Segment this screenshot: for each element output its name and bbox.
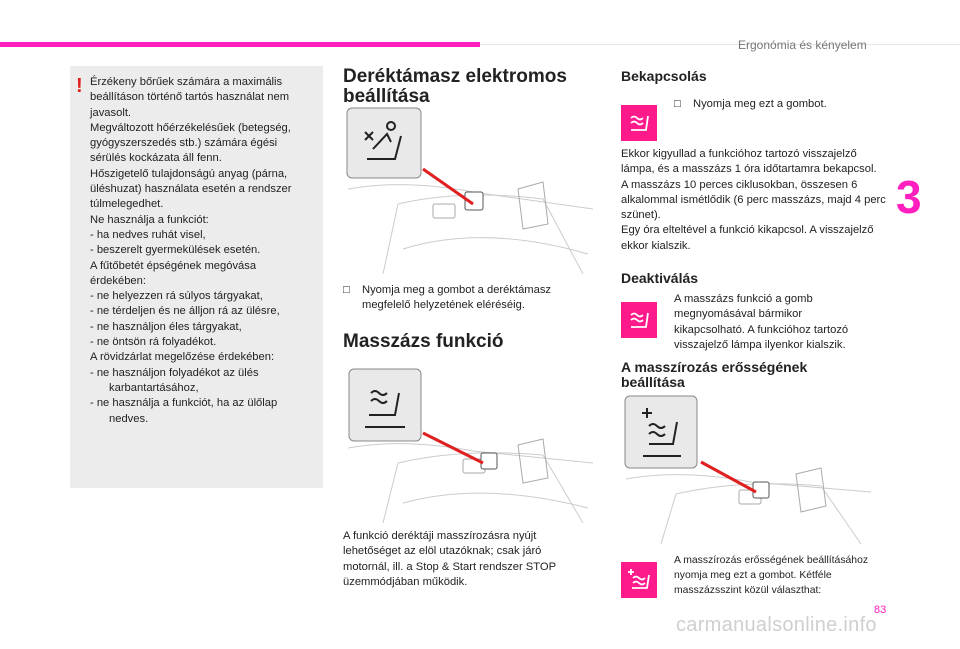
activation-title: Bekapcsolás <box>621 68 707 84</box>
warning-line: - ne használja a funkciót, ha az ülőlap nedves. <box>90 397 278 425</box>
deactivation-title: Deaktiválás <box>621 270 699 286</box>
arrow-bullet-icon: □ <box>674 98 681 110</box>
lumbar-instruction: □ Nyomja meg a gombot a deréktámasz megfelelő helyzetének eléréséig. <box>343 284 552 312</box>
intensity-title: A masszírozás erősségének beállítása <box>621 359 808 390</box>
warning-line: Ne használja a funkciót: <box>90 213 209 226</box>
chapter-title: Ergonómia és kényelem <box>738 38 867 52</box>
arrow-bullet-icon: □ <box>343 284 350 296</box>
warning-line: A fűtőbetét épségének megóvása érdekében: <box>90 259 257 287</box>
massage-button-icon <box>621 302 657 338</box>
warning-line: - ne térdeljen és ne álljon rá az ülésre, <box>90 305 280 318</box>
intensity-button-icon <box>621 562 657 598</box>
warning-line: - ne használjon folyadékot az ülés karbantartásához, <box>90 366 259 394</box>
warning-line: - ne öntsön rá folyadékot. <box>90 336 217 349</box>
warning-line: Érzékeny bőrűek számára a maximális beállításon történő tartós használat nem javasolt. <box>90 76 290 119</box>
massage-button-icon <box>621 105 657 141</box>
lumbar-title: Deréktámasz elektromos beállítása <box>343 66 567 107</box>
warning-text <box>90 75 315 427</box>
warning-line: - ne használjon éles tárgyakat, <box>90 320 242 333</box>
header-accent-bar <box>0 42 480 47</box>
activation-instruction: □ Nyomja meg ezt a gombot. <box>674 97 893 112</box>
activation-description: Ekkor kigyullad a funkcióhoz tartozó visszajelző lámpa, és a masszázs 1 óra időtartamra bekapcsol. A masszázs 10 perces ciklusokban, összesen 6 alkalommal ismétlődik (6 perc masszázs, majd 4 perc szünet). Egy óra elteltével a funkció kikapcsol. A visszajelző ekkor kialszik. <box>621 148 886 252</box>
massage-title: Masszázs funkció <box>343 331 504 352</box>
deactivation-text: A masszázs funkció a gomb megnyomásával bármikor kikapcsolható. A funkcióhoz tartozó visszajelző lámpa ilyenkor kialszik. <box>674 293 849 351</box>
chapter-number: 3 <box>896 171 922 223</box>
warning-icon: ! <box>76 75 83 97</box>
intensity-seat-illustration <box>621 394 879 544</box>
warning-line: - ha nedves ruhát visel, <box>90 228 206 241</box>
massage-description: A funkció deréktáji masszírozásra nyújt lehetőséget az elöl utazóknak; csak járó motornál, ill. a Stop & Start rendszer STOP üzemmódjában működik. <box>343 530 556 588</box>
header-rule <box>480 44 960 45</box>
warning-line: Megváltozott hőérzékelésűek (betegség, gyógyszerszedés stb.) számára égési sérülés kockázata áll fenn. <box>90 121 291 165</box>
intensity-text: A masszírozás erősségének beállításához nyomja meg ezt a gombot. Kétféle masszázsszint közül választhat: <box>674 555 869 596</box>
massage-seat-illustration <box>343 363 601 523</box>
warning-line: - ne helyezzen rá súlyos tárgyakat, <box>90 290 263 303</box>
lumbar-seat-illustration <box>343 104 601 274</box>
watermark: carmanualsonline.info <box>676 614 877 636</box>
warning-line: A rövidzárlat megelőzése érdekében: <box>90 351 275 364</box>
warning-line: - beszerelt gyermekülések esetén. <box>90 244 261 257</box>
page-number: 83 <box>874 604 887 616</box>
warning-line: Hőszigetelő tulajdonságú anyag (párna, üléshuzat) használata esetén a rendszer túlmelegedhet. <box>90 167 292 211</box>
